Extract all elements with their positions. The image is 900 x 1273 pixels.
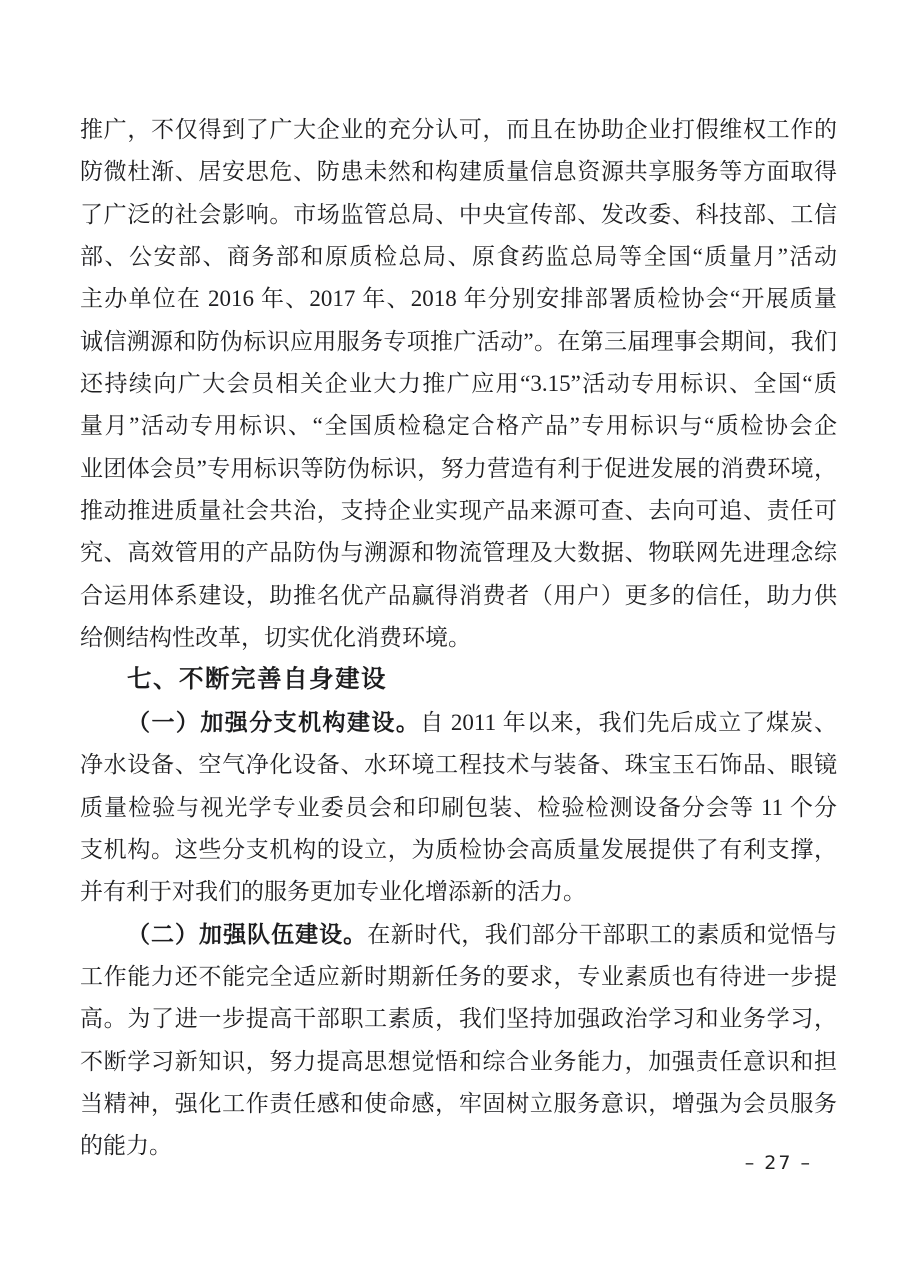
section-heading: 七、不断完善自身建设 [127, 666, 387, 694]
text-line: 诚信溯源和防伪标识应用服务专项推广活动”。在第三届理事会期间，我们 [80, 328, 837, 354]
text-line: 还持续向广大会员相关企业大力推广应用“3.15”活动专用标识、全国“质 [80, 371, 837, 397]
document-text-block [80, 109, 837, 1168]
text-line: 业团体会员”专用标识等防伪标识，努力营造有利于促进发展的消费环境， [80, 455, 837, 481]
text-line: 主办单位在 2016 年、2017 年、2018 年分别安排部署质检协会“开展质量 [80, 286, 837, 312]
text-line: 的能力。 [80, 1133, 172, 1159]
page-number: – 27 – [744, 1152, 812, 1174]
text-line: 量月”活动专用标识、“全国质检稳定合格产品”专用标识与“质检协会企 [80, 413, 837, 439]
text-line: 防微杜渐、居安思危、防患未然和构建质量信息资源共享服务等方面取得 [80, 159, 837, 185]
paragraph-lead: （一）加强分支机构建设。 [127, 709, 421, 735]
text-line: 了广泛的社会影响。市场监管总局、中央宣传部、发改委、科技部、工信 [80, 201, 837, 227]
text-line: 推动推进质量社会共治，支持企业实现产品来源可查、去向可追、责任可 [80, 498, 837, 524]
text-line: 究、高效管用的产品防伪与溯源和物流管理及大数据、物联网先进理念综 [80, 540, 837, 566]
text-line: 部、公安部、商务部和原质检总局、原食药监总局等全国“质量月”活动 [80, 244, 837, 270]
text-line: 净水设备、空气净化设备、水环境工程技术与装备、珠宝玉石饰品、眼镜 [80, 752, 837, 778]
text-line: 当精神，强化工作责任感和使命感，牢固树立服务意识，增强为会员服务 [80, 1090, 837, 1116]
text-line: 并有利于对我们的服务更加专业化增添新的活力。 [80, 879, 586, 905]
sub-paragraph-2: （二）加强队伍建设。在新时代，我们部分干部职工的素质和觉悟与 [127, 921, 838, 947]
text-line: 质量检验与视光学专业委员会和印刷包装、检验检测设备分会等 11 个分 [80, 794, 837, 820]
text-line: 高。为了进一步提高干部职工素质，我们坚持加强政治学习和业务学习， [80, 1006, 837, 1032]
text-line: 不断学习新知识，努力提高思想觉悟和综合业务能力，加强责任意识和担 [80, 1048, 837, 1074]
paragraph-continuation: 推广，不仅得到了广大企业的充分认可，而且在协助企业打假维权工作的 [80, 117, 837, 142]
text-line: 工作能力还不能完全适应新时期新任务的要求，专业素质也有待进一步提 [80, 963, 837, 989]
text-line: 合运用体系建设，助推名优产品赢得消费者（用户）更多的信任，助力供 [80, 582, 837, 608]
text-line: 给侧结构性改革，切实优化消费环境。 [80, 625, 471, 651]
sub-paragraph-1: （一）加强分支机构建设。自 2011 年以来，我们先后成立了煤炭、 [127, 709, 837, 735]
text-line: 支机构。这些分支机构的设立，为质检协会高质量发展提供了有利支撑， [80, 836, 837, 862]
paragraph-lead: （二）加强队伍建设。 [127, 921, 368, 947]
